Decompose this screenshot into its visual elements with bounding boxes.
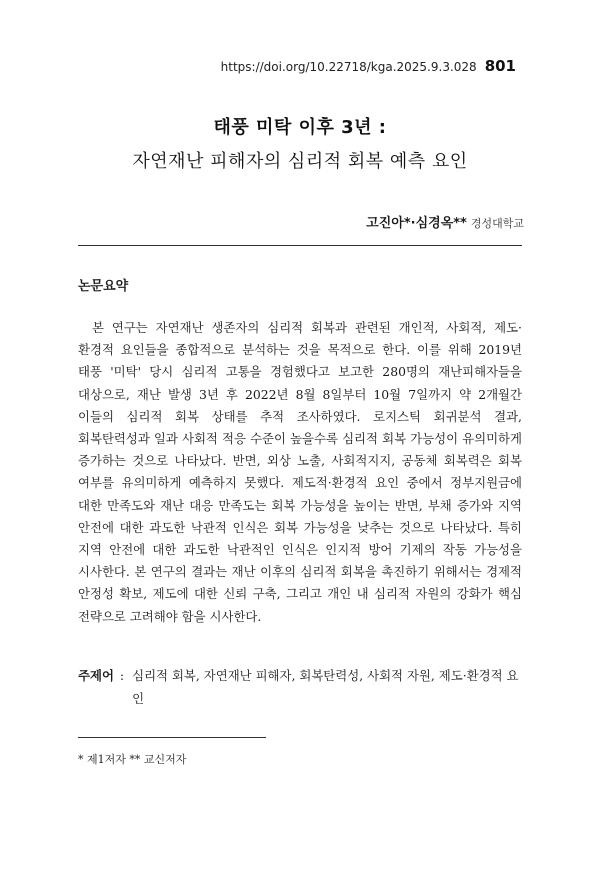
keywords-colon: : — [119, 668, 125, 683]
keywords-label: 주제어 — [78, 668, 114, 683]
header-divider — [78, 245, 522, 246]
footnote: * 제1저자 ** 교신저자 — [78, 753, 187, 766]
abstract-body: 본 연구는 자연재난 생존자의 심리적 회복과 관련된 개인적, 사회적, 제도·환경적 요인들을 종합적으로 분석하는 것을 목적으로 한다. 이를 위해 2019년 태풍 '미탁' 당시 심리적 고통을 경험했다고 보고한 280명의 재난피해자들을 대상으로, 재난 발생 3년 후 2022년 8월 8일부터 10월 7일까지 약 2개월간 이들의 심리적 회복 상태를 추적 조사하였다. 로지스틱 회귀분석 결과, 회복탄력성과 일과 사회적 적응 수준이 높을수록 심리적 회복 가능성이 유의미하게 증가하는 것으로 나타났다. 반면, 외상 노출, 사회적지지, 공동체 회복력은 회복 여부를 유의미하게 예측하지 못했다. 제도적·환경적 요인 중에서 정부지원금에 대한 만족도와 재난 대응 만족도는 회복 가능성을 높이는 반면, 부채 증가와 지역 안전에 대한 과도한 낙관적 인식은 회복 가능성을 낮추는 것으로 나타났다. 특히 지역 안전에 대한 과도한 낙관적인 인식은 인지적 방어 기제의 작동 가능성을 시사한다. 본 연구의 결과는 재난 이후의 심리적 회복을 촉진하기 위해서는 경제적 안정성 확보, 제도에 대한 신뢰 구축, 그리고 개인 내 심리적 자원의 강화가 핵심 전략으로 고려해야 함을 시사한다. — [78, 320, 522, 624]
running-header — [221, 57, 516, 75]
author-block — [366, 212, 524, 231]
title-line-2: 자연재난 피해자의 심리적 회복 예측 요인 — [132, 151, 468, 172]
keywords-block — [78, 665, 522, 710]
author-affiliation: 경성대학교 — [470, 217, 524, 230]
author-names: 고진아*·심경옥** — [366, 216, 467, 231]
abstract-heading: 논문요약 — [78, 279, 129, 294]
title-line-1: 태풍 미탁 이후 3년 : — [213, 117, 387, 138]
keywords-text: 심리적 회복, 자연재난 피해자, 회복탄력성, 사회적 자원, 제도·환경적 요인 — [132, 668, 519, 706]
page-number: 801 — [484, 57, 516, 75]
doi-link[interactable]: https://doi.org/10.22718/kga.2025.9.3.028 — [220, 60, 477, 74]
footnote-divider — [78, 737, 266, 738]
paper-title — [0, 113, 600, 173]
